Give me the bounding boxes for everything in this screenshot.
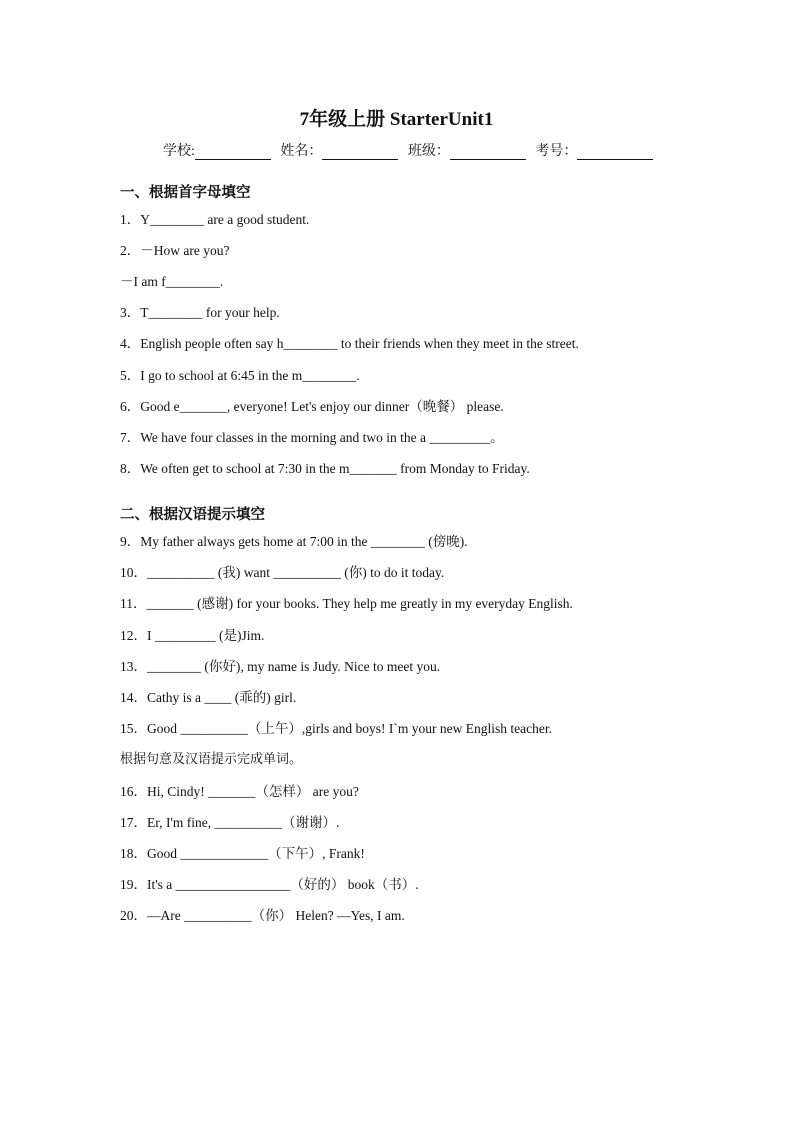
question-line: 14．Cathy is a ____ (乖的) girl. — [120, 690, 297, 705]
question-line: 9．My father always gets home at 7:00 in the ________ (傍晚). — [120, 534, 468, 549]
question-line: 13．________ (你好), my name is Judy. Nice to meet you. — [120, 659, 441, 674]
question-line: 5．I go to school at 6:45 in the m________. — [120, 368, 360, 383]
class-field[interactable] — [450, 145, 526, 160]
question-line: 11．_______ (感谢) for your books. They help me greatly in my everyday English. — [120, 596, 573, 611]
question-line: 19．It's a _________________（好的） book（书）. — [120, 877, 419, 892]
exam-no-label: 考号： — [535, 144, 578, 159]
question-line: 1．Y________ are a good student. — [120, 212, 310, 227]
question-line: 12．I _________ (是)Jim. — [120, 628, 265, 643]
question-line: 6．Good e_______, everyone! Let's enjoy our dinner（晚餐） please. — [120, 399, 504, 414]
question-line: 18．Good _____________（下午）, Frank! — [120, 846, 365, 861]
page-title: 7年级上册 StarterUnit1 — [299, 109, 494, 130]
question-line: 2．－How are you? — [120, 243, 230, 258]
question-line: 20．—Are __________（你） Helen? —Yes, I am. — [120, 908, 405, 923]
question-line: 10．__________ (我) want __________ (你) to do it today. — [120, 565, 445, 580]
question-line: 17．Er, I'm fine, __________（谢谢）. — [120, 815, 340, 830]
section-1-heading: 一、根据首字母填空 — [120, 185, 251, 201]
name-field[interactable] — [322, 145, 398, 160]
question-line: 3．T________ for your help. — [120, 305, 280, 320]
school-field[interactable] — [195, 145, 271, 160]
question-line: 8．We often get to school at 7:30 in the m_______ from Monday to Friday. — [120, 461, 530, 476]
class-label: 班级： — [407, 144, 450, 159]
question-line: 15．Good __________（上午）,girls and boys! I`m your new English teacher. — [120, 721, 552, 736]
school-label: 学校: — [163, 144, 195, 159]
instruction-line: 根据句意及汉语提示完成单词。 — [120, 752, 303, 767]
question-line: 7．We have four classes in the morning and two in the a _________。 — [120, 430, 504, 445]
section-2-heading: 二、根据汉语提示填空 — [120, 507, 265, 523]
student-info-row — [163, 140, 659, 160]
question-line: 16．Hi, Cindy! _______（怎样） are you? — [120, 784, 359, 799]
exam-no-field[interactable] — [577, 145, 653, 160]
question-line: 4．English people often say h________ to their friends when they meet in the street. — [120, 336, 579, 351]
question-line: －I am f________. — [120, 274, 224, 289]
name-label: 姓名： — [280, 144, 323, 159]
